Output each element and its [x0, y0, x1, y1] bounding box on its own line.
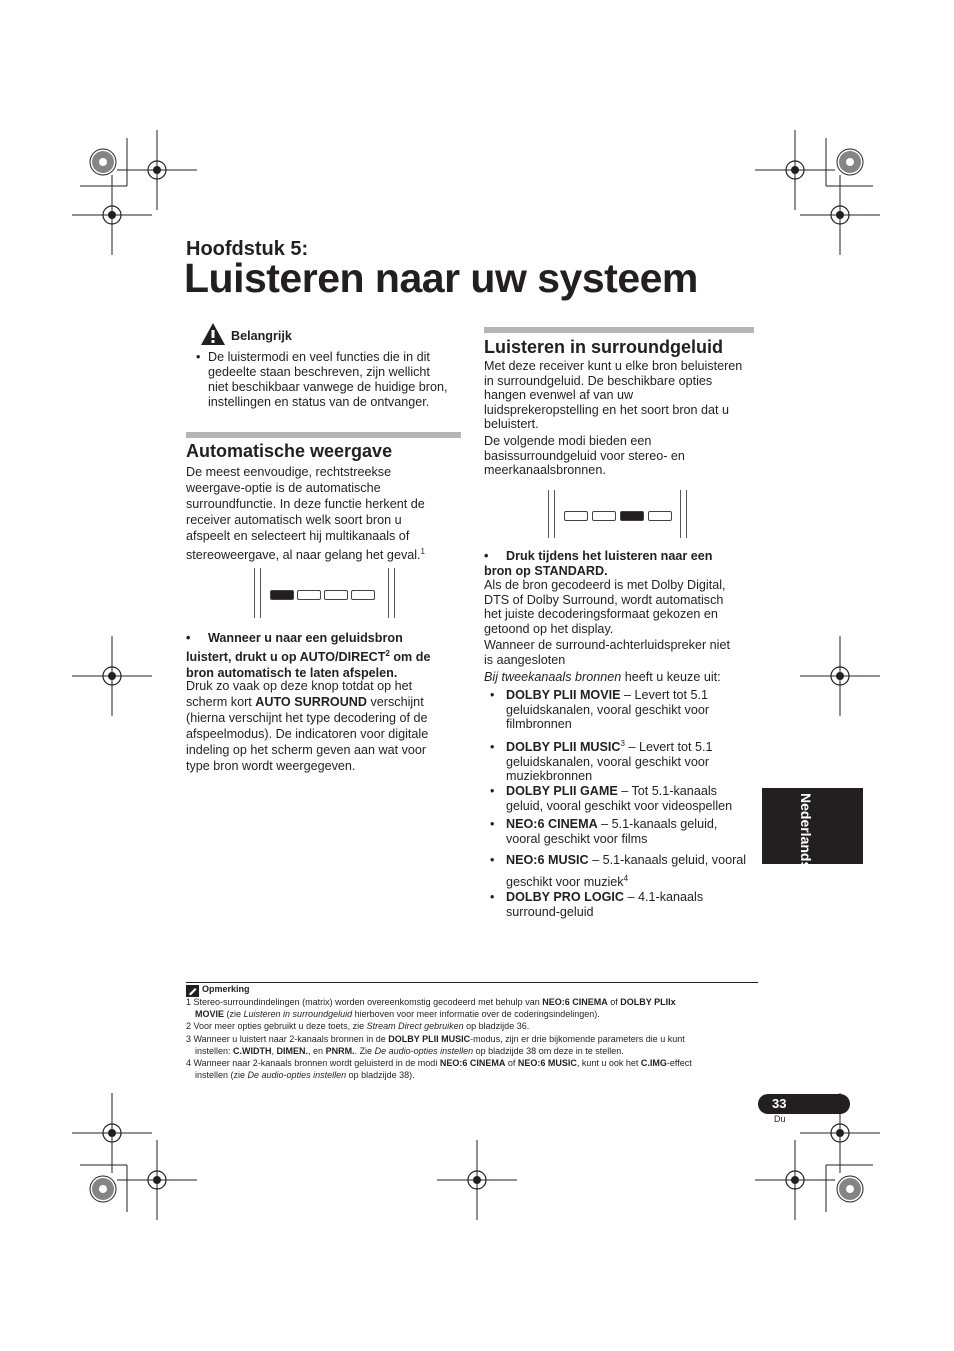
display-segment: [351, 590, 375, 600]
text-line: [186, 646, 466, 665]
text-span: om de: [389, 650, 431, 665]
text-span: (zie: [224, 1009, 244, 1019]
text-span: Druk tijdens het luisteren naar een: [506, 549, 713, 563]
text-line: geluidskanalen, vooral geschikt voor: [506, 754, 710, 769]
mode-name: NEO:6 MUSIC: [506, 853, 589, 867]
text-line: [490, 868, 746, 890]
text-span: geschikt voor muziek: [506, 874, 624, 889]
notes-section: [186, 982, 758, 983]
note-3-line-2: [195, 1046, 624, 1057]
text-line: hangen evenwel af van uw: [484, 388, 634, 403]
text-span: – 4.1-kanaals: [624, 890, 704, 904]
surround-step: [484, 549, 759, 578]
text-span: 2 Voor meer opties gebruikt u deze toets, zie: [186, 1021, 367, 1031]
text-line: De luistermodi en veel functies die in dit: [208, 350, 430, 364]
text-line: afspeelt en selecteert hij multikanaals of: [186, 529, 410, 543]
text-span: – 5.1-kanaals geluid, vooral: [588, 853, 747, 867]
text-line: is aangesloten: [484, 652, 566, 667]
language-tab: [762, 788, 863, 870]
surround-body: [484, 578, 759, 684]
text-span: op bladzijde 38).: [346, 1070, 415, 1080]
text-line: type bron wordt weergegeven.: [186, 759, 356, 773]
text-span: of: [607, 997, 621, 1007]
text-span: NEO:6 CINEMA: [439, 1058, 506, 1068]
list-item: [490, 737, 713, 784]
text-span: -effect: [666, 1058, 692, 1068]
note-2: [186, 1021, 529, 1032]
text-span: instellen:: [195, 1046, 234, 1056]
page-title: Luisteren naar uw systeem: [184, 255, 698, 301]
text-span: . Zie: [354, 1046, 375, 1056]
footnote-ref: 3: [620, 739, 625, 748]
note-1-line-1: [186, 997, 676, 1008]
text-line: surroundfunctie. In deze functie herkent de: [186, 497, 425, 511]
text-span: C.WIDTH: [233, 1046, 272, 1056]
display-illustration-surround: [548, 490, 687, 538]
important-list: [186, 350, 466, 410]
text-line: bron op STANDARD.: [484, 563, 608, 578]
text-line: het juiste decoderingsformaat gekozen en: [484, 607, 718, 622]
text-span: scherm kort: [186, 695, 256, 709]
text-line: gedeelte staan beschreven, zijn wellicht: [208, 365, 430, 379]
text-span: 1 Stereo-surroundindelingen (matrix) worden overeenkomstig gecodeerd met behulp van: [186, 997, 543, 1007]
text-span: op bladzijde 38 om deze in te stellen.: [473, 1046, 624, 1056]
text-span: Wanneer u naar een geluidsbron: [208, 631, 403, 645]
text-line: luidsprekeropstelling en het soort bron dat u: [484, 402, 730, 417]
text-line: [186, 694, 466, 710]
note-3-line-1: [186, 1034, 685, 1045]
display-segment: [648, 511, 672, 521]
text-span: stereoweergave, al naar gelang het geval.: [186, 548, 421, 563]
section-bar: [186, 432, 461, 438]
auto-intro: [186, 464, 466, 563]
text-span: instellen (zie: [195, 1070, 248, 1080]
text-span: verschijnt: [367, 695, 424, 709]
text-line: Met deze receiver kunt u elke bron beluisteren: [484, 359, 743, 373]
mode-name: DOLBY PRO LOGIC: [506, 890, 625, 904]
text-span: DIMEN.: [276, 1046, 309, 1056]
auto-body: [186, 678, 466, 774]
text-line: Druk zo vaak op deze knop totdat op het: [186, 679, 413, 693]
section-heading-auto: Automatische weergave: [186, 441, 393, 461]
text-span: AUTO SURROUND: [255, 695, 367, 709]
text-span: of: [505, 1058, 518, 1068]
text-line: geluidskanalen, vooral geschikt voor: [506, 702, 710, 717]
note-icon: [186, 985, 199, 997]
text-line: De meest eenvoudige, rechtstreekse: [186, 465, 392, 479]
text-span: DOLBY PLII MUSIC: [388, 1034, 471, 1044]
text-span: heeft u keuze uit:: [621, 669, 721, 684]
text-line: • DOLBY PLII MUSIC$^3$ – Levert tot 5.1: [490, 739, 713, 755]
list-item: [490, 784, 732, 813]
text-line: Wanneer de surround-achterluidspreker niet: [484, 638, 730, 653]
text-span: – 5.1-kanaals geluid,: [597, 817, 718, 831]
text-span: Luisteren in surroundgeluid: [243, 1009, 353, 1019]
text-span: -modus, zijn er drie bijkomende parameters die u kunt: [470, 1034, 685, 1044]
text-span: De audio-opties instellen: [374, 1046, 474, 1056]
text-line: De volgende modi bieden een: [484, 433, 652, 448]
text-span: 3 Wanneer u luistert naar 2-kanaals bronnen in de: [186, 1034, 389, 1044]
text-line: afspeelmodus). De indicatoren voor digitale: [186, 727, 429, 741]
mode-name: NEO:6 CINEMA: [506, 817, 598, 831]
text-span: Stream Direct gebruiken: [366, 1021, 464, 1031]
language-tab-label: Nederlands: [798, 793, 814, 870]
text-span: – Levert tot 5.1: [620, 688, 709, 702]
text-span: – Tot 5.1-kanaals: [617, 784, 717, 798]
footnote-ref: 4: [623, 873, 629, 883]
text-span: PNRM.: [325, 1046, 355, 1056]
text-line: (hierna verschijnt het type decodering of de: [186, 711, 428, 725]
text-line: receiver automatisch welk soort bron u: [186, 513, 402, 527]
chapter-label: Hoofdstuk 5:: [186, 238, 309, 260]
display-segment: [324, 590, 348, 600]
text-line: surround-geluid: [506, 904, 594, 919]
text-span: – Levert tot 5.1: [624, 740, 713, 755]
display-segment: [592, 511, 616, 521]
text-line: muziekbronnen: [506, 769, 593, 784]
list-item: [490, 817, 717, 846]
text-span: NEO:6 MUSIC: [517, 1058, 577, 1068]
text-span: DOLBY PLIIx: [620, 997, 676, 1007]
text-line: vooral geschikt voor films: [506, 831, 648, 846]
text-line: • DOLBY PLII MOVIE – Levert tot 5.1: [490, 688, 709, 702]
text-line: • NEO:6 MUSIC – 5.1-kanaals geluid, vooral: [490, 853, 747, 867]
text-span: , kunt u ook het: [576, 1058, 641, 1068]
text-line: • Wanneer u naar een geluidsbron: [186, 631, 403, 645]
surround-intro: [484, 359, 759, 478]
page-number-badge: [758, 1094, 850, 1114]
footnote-ref: 2: [385, 649, 390, 658]
text-line: meerkanaalsbronnen.: [484, 463, 606, 478]
text-line: getoond op het display.: [484, 621, 614, 636]
mode-name: DOLBY PLII MOVIE: [506, 688, 621, 702]
text-span: C.IMG: [640, 1058, 667, 1068]
text-line: [186, 544, 466, 563]
warning-icon: [200, 322, 226, 346]
text-span: Bij tweekanaals bronnen: [484, 669, 622, 684]
text-line: Als de bron gecodeerd is met Dolby Digital,: [484, 578, 726, 592]
text-line: indeling op het scherm geven aan wat voor: [186, 743, 427, 757]
text-line: in surroundgeluid. De beschikbare opties: [484, 373, 713, 388]
text-line: • NEO:6 CINEMA – 5.1-kanaals geluid,: [490, 817, 718, 831]
text-span: NEO:6 CINEMA: [542, 997, 608, 1007]
text-line: [484, 670, 759, 685]
list-item: [490, 688, 709, 732]
display-segment: [270, 590, 294, 600]
footnote-ref: 1: [420, 547, 425, 556]
mode-name: DOLBY PLII GAME: [506, 784, 618, 798]
text-line: • DOLBY PRO LOGIC – 4.1-kanaals: [490, 890, 704, 904]
display-segment: [564, 511, 588, 521]
page-language-code: Du: [774, 1114, 786, 1124]
text-line: • Druk tijdens het luisteren naar een: [484, 549, 713, 563]
text-line: beluistert.: [484, 417, 539, 432]
text-line: niet beschikbaar vanwege de huidige bron,: [208, 380, 448, 394]
text-span: op bladzijde 36.: [463, 1021, 530, 1031]
notes-label: Opmerking: [202, 984, 250, 994]
mode-name: DOLBY PLII MUSIC: [506, 740, 621, 755]
text-line: filmbronnen: [506, 717, 572, 732]
display-illustration-auto: [254, 568, 395, 618]
note-4-line-1: [186, 1058, 692, 1069]
display-segment: [620, 511, 644, 521]
note-1-line-2: [195, 1009, 600, 1020]
text-span: ,: [271, 1046, 277, 1056]
auto-step: [186, 630, 466, 681]
text-line: weergave-optie is de automatische: [186, 481, 381, 495]
text-span: hierboven voor meer informatie over de coderingsindelingen).: [352, 1009, 600, 1019]
note-4-line-2: [195, 1070, 415, 1081]
important-item: [186, 350, 466, 410]
list-item: [490, 890, 703, 919]
text-span: MOVIE: [195, 1009, 225, 1019]
text-span: luistert, drukt u op AUTO/DIRECT: [186, 650, 386, 665]
text-line: geluid, vooral geschikt voor videospellen: [506, 798, 733, 813]
display-segment: [297, 590, 321, 600]
list-item: [490, 853, 746, 889]
text-line: instellingen en status van de ontvanger.: [208, 395, 430, 409]
section-heading-surround: Luisteren in surroundgeluid: [484, 337, 724, 357]
text-span: 4 Wanneer naar 2-kanaals bronnen wordt geluisterd in de modi: [186, 1058, 440, 1068]
text-line: basissurroundgeluid voor stereo- en: [484, 448, 685, 463]
important-label: Belangrijk: [231, 329, 292, 343]
page-number: 33: [772, 1096, 787, 1111]
text-line: • DOLBY PLII GAME – Tot 5.1-kanaals: [490, 784, 717, 798]
text-span: , en: [308, 1046, 326, 1056]
text-line: bron automatisch te laten afspelen.: [186, 666, 398, 681]
section-bar: [484, 327, 754, 333]
text-line: DTS of Dolby Surround, wordt automatisch: [484, 592, 724, 607]
text-span: De audio-opties instellen: [247, 1070, 347, 1080]
